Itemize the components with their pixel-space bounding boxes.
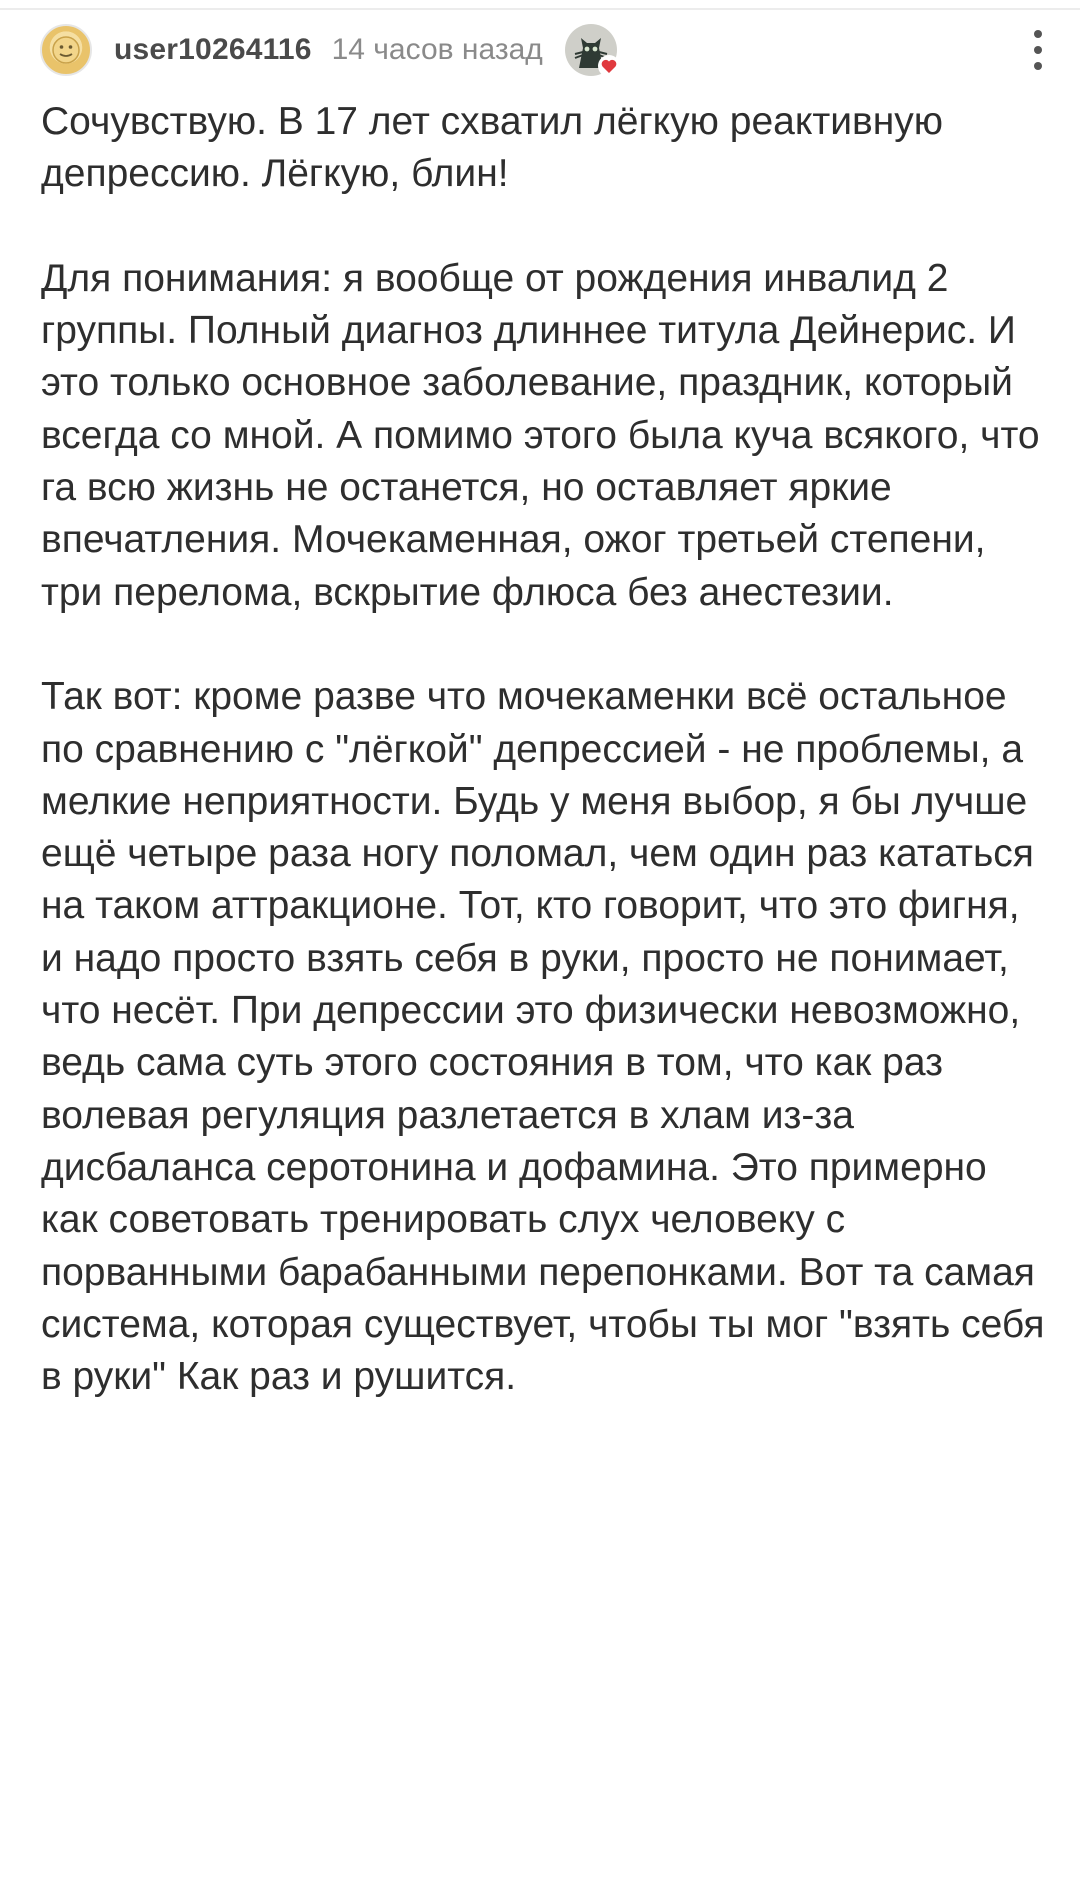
comment-timestamp[interactable]: 14 часов назад	[331, 33, 543, 66]
heart-icon	[597, 54, 621, 78]
comment-header	[40, 22, 1050, 78]
top-divider	[0, 8, 1080, 10]
comment-body	[41, 96, 1051, 1403]
comment-author[interactable]: user10264116	[114, 33, 312, 66]
comment-paragraph: Сочувствую. В 17 лет схватил лёгкую реактивную депрессию. Лёгкую, блин!	[41, 100, 943, 196]
more-vertical-icon	[1034, 30, 1042, 38]
more-options-button[interactable]	[1026, 22, 1050, 78]
comment-paragraph: Так вот: кроме разве что мочекаменки всё остальное по сравнению с "лёгкой" депрессией - не проблемы, а мелкие неприятности. Будь у меня выбор, я бы лучше ещё четыре раза ногу поломал, чем один раз кататься на таком аттракционе. Тот, кто говорит, что это фигня, и надо просто взять себя в руки, просто не понимает, что несёт. При депрессии это физически невозможно, ведь сама суть этого состояния в том, что как раз волевая регуляция разлетается в хлам из-за дисбаланса серотонина и дофамина. Это примерно как советовать тренировать слух человеку с порванными барабанными перепонками. Вот та самая система, которая существует, чтобы ты мог "взять себя в руки" Как раз и рушится.	[41, 675, 1045, 1399]
award-badge-icon[interactable]	[565, 24, 617, 76]
avatar-icon[interactable]	[40, 24, 92, 76]
comment-paragraph: Для понимания: я вообще от рождения инвалид 2 группы. Полный диагноз длиннее титула Дейнерис. И это только основное заболевание, праздник, который всегда со мной. А помимо этого была куча всякого, что га всю жизнь не останется, но оставляет яркие впечатления. Мочекаменная, ожог третьей степени, три перелома, вскрытие флюса без анестезии.	[41, 256, 1040, 614]
